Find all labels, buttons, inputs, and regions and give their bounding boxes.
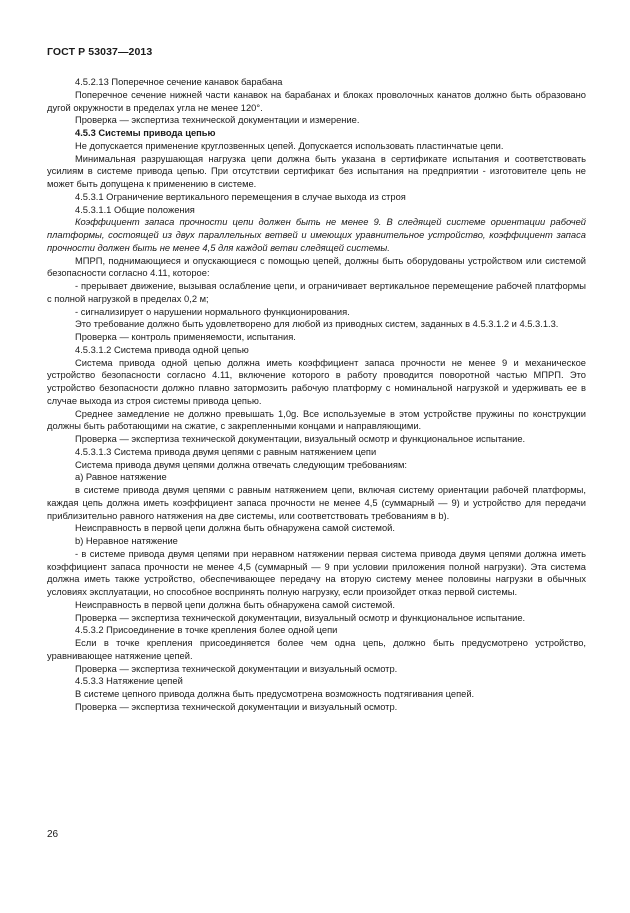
document-header: ГОСТ Р 53037—2013 — [47, 46, 153, 58]
paragraph: В системе цепного привода должна быть предусмотрена возможность подтягивания цепей. — [75, 689, 475, 699]
paragraph: 4.5.3.1.3 Система привода двумя цепями с равным натяжением цепи — [75, 446, 377, 457]
paragraph: Поперечное сечение нижней части канавок на барабанах и блоках проволочных канатов должно быть образовано дугой окружности в пределах угла не менее 120°. — [47, 89, 586, 113]
paragraph: 4.5.3.2 Присоединение в точке крепления более одной цепи — [75, 625, 338, 636]
paragraph: в системе привода двумя цепями с равным натяжением цепи, включая систему ориентации рабочей платформы, каждая цепь должна иметь коэффициент запаса прочности не менее 4,5 (суммарный — 9) и устройство для передачи приблизительно равного натяжения на две системы, или соответствовать требованиям в b). — [47, 485, 586, 521]
document-body — [47, 76, 586, 714]
paragraph: Проверка — экспертиза технической документации и визуальный осмотр. — [75, 701, 398, 712]
paragraph: Проверка — экспертиза технической документации и визуальный осмотр. — [75, 663, 398, 674]
paragraph: 4.5.3 Системы привода цепью — [75, 128, 216, 138]
paragraph: - прерывает движение, вызывая ослабление цепи, и ограничивает вертикальное перемещение рабочей платформы с полной нагрузкой в пределах 0,2 м; — [47, 281, 586, 304]
paragraph: b) Неравное натяжение — [75, 536, 178, 546]
paragraph: Проверка — экспертиза технической документации, визуальный осмотр и функциональное испытание. — [75, 434, 526, 444]
paragraph: Это требование должно быть удовлетворено для любой из приводных систем, заданных в 4.5.3.1.2 и 4.5.3.1.3. — [75, 319, 559, 330]
paragraph: Коэффициент запаса прочности цепи должен быть не менее 9. В следящей системе ориентации рабочей платформы, состоящей из двух параллельных ветвей и имеющих уравнительное устройство, коэффициент запаса прочности должен быть не менее 4,5 для каждой ветви следящей системы. — [47, 217, 586, 253]
paragraph: Не допускается применение круглозвенных цепей. Допускается использовать пластинчатые цепи. — [75, 140, 504, 151]
paragraph: Проверка — экспертиза технической документации, визуальный осмотр и функциональное испытание. — [75, 612, 526, 623]
paragraph: Если в точке крепления присоединяется более чем одна цепь, должно быть предусмотрено устройство, уравнивающее натяжение цепей. — [47, 638, 586, 661]
paragraph: Неисправность в первой цепи должна быть обнаружена самой системой. — [75, 523, 395, 534]
page-number: 26 — [47, 829, 59, 840]
paragraph: Система привода двумя цепями должна отвечать следующим требованиям: — [75, 459, 407, 470]
paragraph: - сигнализирует о нарушении нормального функционирования. — [75, 306, 350, 317]
paragraph: - в системе привода двумя цепями при неравном натяжении первая система привода двумя цепями должна иметь коэффициент запаса прочности не менее 4,5 (суммарный — 9 при условии приложения полной нагрузки). Эта система должна иметь также устройство, обеспечивающее передачу на вторую систему менее половины нагрузки в обычных условиях эксплуатации, но способное воспринять полную нагрузку, если произойдет отказ первой системы. — [47, 548, 586, 597]
paragraph: 4.5.3.1 Ограничение вертикального перемещения в случае выхода из строя — [75, 191, 406, 202]
paragraph: Проверка — экспертиза технической документации и измерение. — [75, 115, 360, 126]
paragraph: Система привода одной цепью должна иметь коэффициент запаса прочности не менее 9 и механическое устройство безопасности согласно 4.11, включение которого в работу проводится поворотной частью МПРП. Это устройство безопасности должно плавно затормозить рабочую платформу с номинальной нагрузкой и удерживать ее в случае выхода из строя системы привода цепью. — [47, 357, 586, 406]
paragraph: МПРП, поднимающиеся и опускающиеся с помощью цепей, должны быть оборудованы устройством или системой безопасности согласно 4.11, которое: — [47, 255, 586, 279]
paragraph: 4.5.3.1.1 Общие положения — [75, 204, 195, 215]
paragraph: 4.5.3.1.2 Система привода одной цепью — [75, 344, 249, 355]
paragraph: Среднее замедление не должно превышать 1,0g. Все используемые в этом устройстве пружины по конструкции должны быть работающими на сжатие, с закрепленными концами и направляющими. — [47, 408, 586, 432]
paragraph: Неисправность в первой цепи должна быть обнаружена самой системой. — [75, 599, 395, 610]
paragraph: Минимальная разрушающая нагрузка цепи должна быть указана в сертификате испытания и соответствовать усилиям в системе привода цепью. При отсутствии сертификат без испытания на предприятии - изготовителе цепь не может быть допущена к применению в системе. — [47, 153, 586, 189]
paragraph: а) Равное натяжение — [75, 472, 167, 483]
paragraph: Проверка — контроль применяемости, испытания. — [75, 332, 296, 342]
paragraph: 4.5.3.3 Натяжение цепей — [75, 676, 183, 687]
paragraph: 4.5.2.13 Поперечное сечение канавок барабана — [75, 77, 283, 87]
